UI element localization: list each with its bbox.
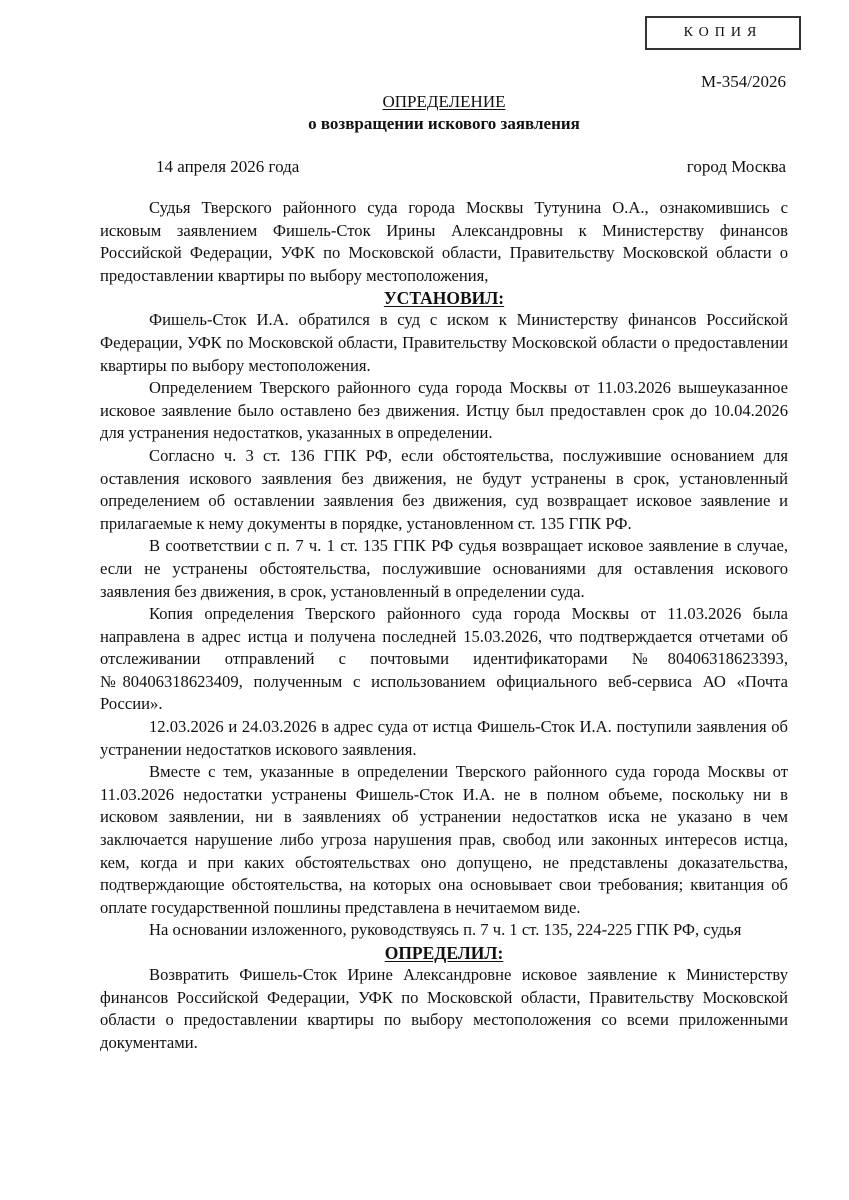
document-city: город Москва (686, 157, 786, 176)
paragraph: Согласно ч. 3 ст. 136 ГПК РФ, если обстоятельства, послужившие основанием для оставления искового заявления без движения, не будут устранены в срок, установленный определением об оставлении заявления без движения, суд возвращает исковое заявление и прилагаемые к нему документы в порядке, установленном ст. 135 ГПК РФ. (100, 445, 788, 533)
paragraph: Копия определения Тверского районного суда города Москвы от 11.03.2026 была направлена в адрес истца и получена последней 15.03.2026, что подтверждается отчетами об отслеживании отправлений с почтовыми идентификаторами №80406318623393, №80406318623409, полученным с использованием официального веб-сервиса АО «Почта России». (100, 604, 788, 714)
paragraph: На основании изложенного, руководствуясь п. 7 ч. 1 ст. 135, 224-225 ГПК РФ, судья (149, 920, 742, 940)
paragraph: Определением Тверского районного суда города Москвы от 11.03.2026 вышеуказанное исковое заявление было оставлено без движения. Истцу был предоставлен срок до 10.04.2026 для устранения недостатков, указанных в определении. (100, 378, 788, 443)
paragraph: В соответствии с п. 7 ч. 1 ст. 135 ГПК РФ судья возвращает исковое заявление в случае, если не устранены обстоятельства, послужившие основаниями для оставления искового заявления без движения, в срок, установленный в определении суда. (100, 536, 788, 601)
paragraph: 12.03.2026 и 24.03.2026 в адрес суда от истца Фишель-Сток И.А. поступили заявления об устранении недостатков искового заявления. (100, 717, 788, 759)
document-subtitle: о возвращении искового заявления (308, 114, 580, 133)
section-heading-established: УСТАНОВИЛ: (383, 288, 505, 309)
document-title: ОПРЕДЕЛЕНИЕ (382, 92, 506, 111)
intro-paragraph: Судья Тверского районного суда города Москвы Тутунина О.А., ознакомившись с исковым заявлением Фишель-Сток Ирины Александровны к Министерству финансов Российской Федерации, УФК по Московской области, Правительству Московской области о предоставлении квартиры по выбору местоположения, (100, 198, 788, 285)
paragraph: Вместе с тем, указанные в определении Тверского районного суда города Москвы от 11.03.2026 недостатки устранены Фишель-Сток И.А. не в полном объеме, поскольку ни в исковом заявлении, ни в заявлениях об устранении недостатков иска не указано в чем заключается нарушение либо угроза нарушения прав, свобод или законных интересов истца, кем, когда и при каких обстоятельствах оно допущено, не представлены доказательства, подтверждающие обстоятельства, на которых она основывает свои требования; квитанция об оплате государственной пошлины представлена в нечитаемом виде. (100, 762, 788, 917)
decision-paragraph: Возвратить Фишель-Сток Ирине Александровне исковое заявление к Министерству финансов Российской Федерации, УФК по Московской области, Правительству Московской области о предоставлении квартиры по выбору местоположения со всеми приложенными документами. (100, 965, 788, 1052)
section-heading-decided: ОПРЕДЕЛИЛ: (384, 943, 504, 963)
copy-stamp: КОПИЯ (645, 16, 801, 50)
case-number: М-354/2026 (701, 72, 786, 91)
document-body (100, 197, 788, 1054)
paragraph: Фишель-Сток И.А. обратился в суд с иском к Министерству финансов Российской Федерации, УФК по Московской области, Правительству Московской области о предоставлении квартиры по выбору местоположения. (100, 310, 788, 375)
document-date: 14 апреля 2026 года (156, 157, 300, 176)
